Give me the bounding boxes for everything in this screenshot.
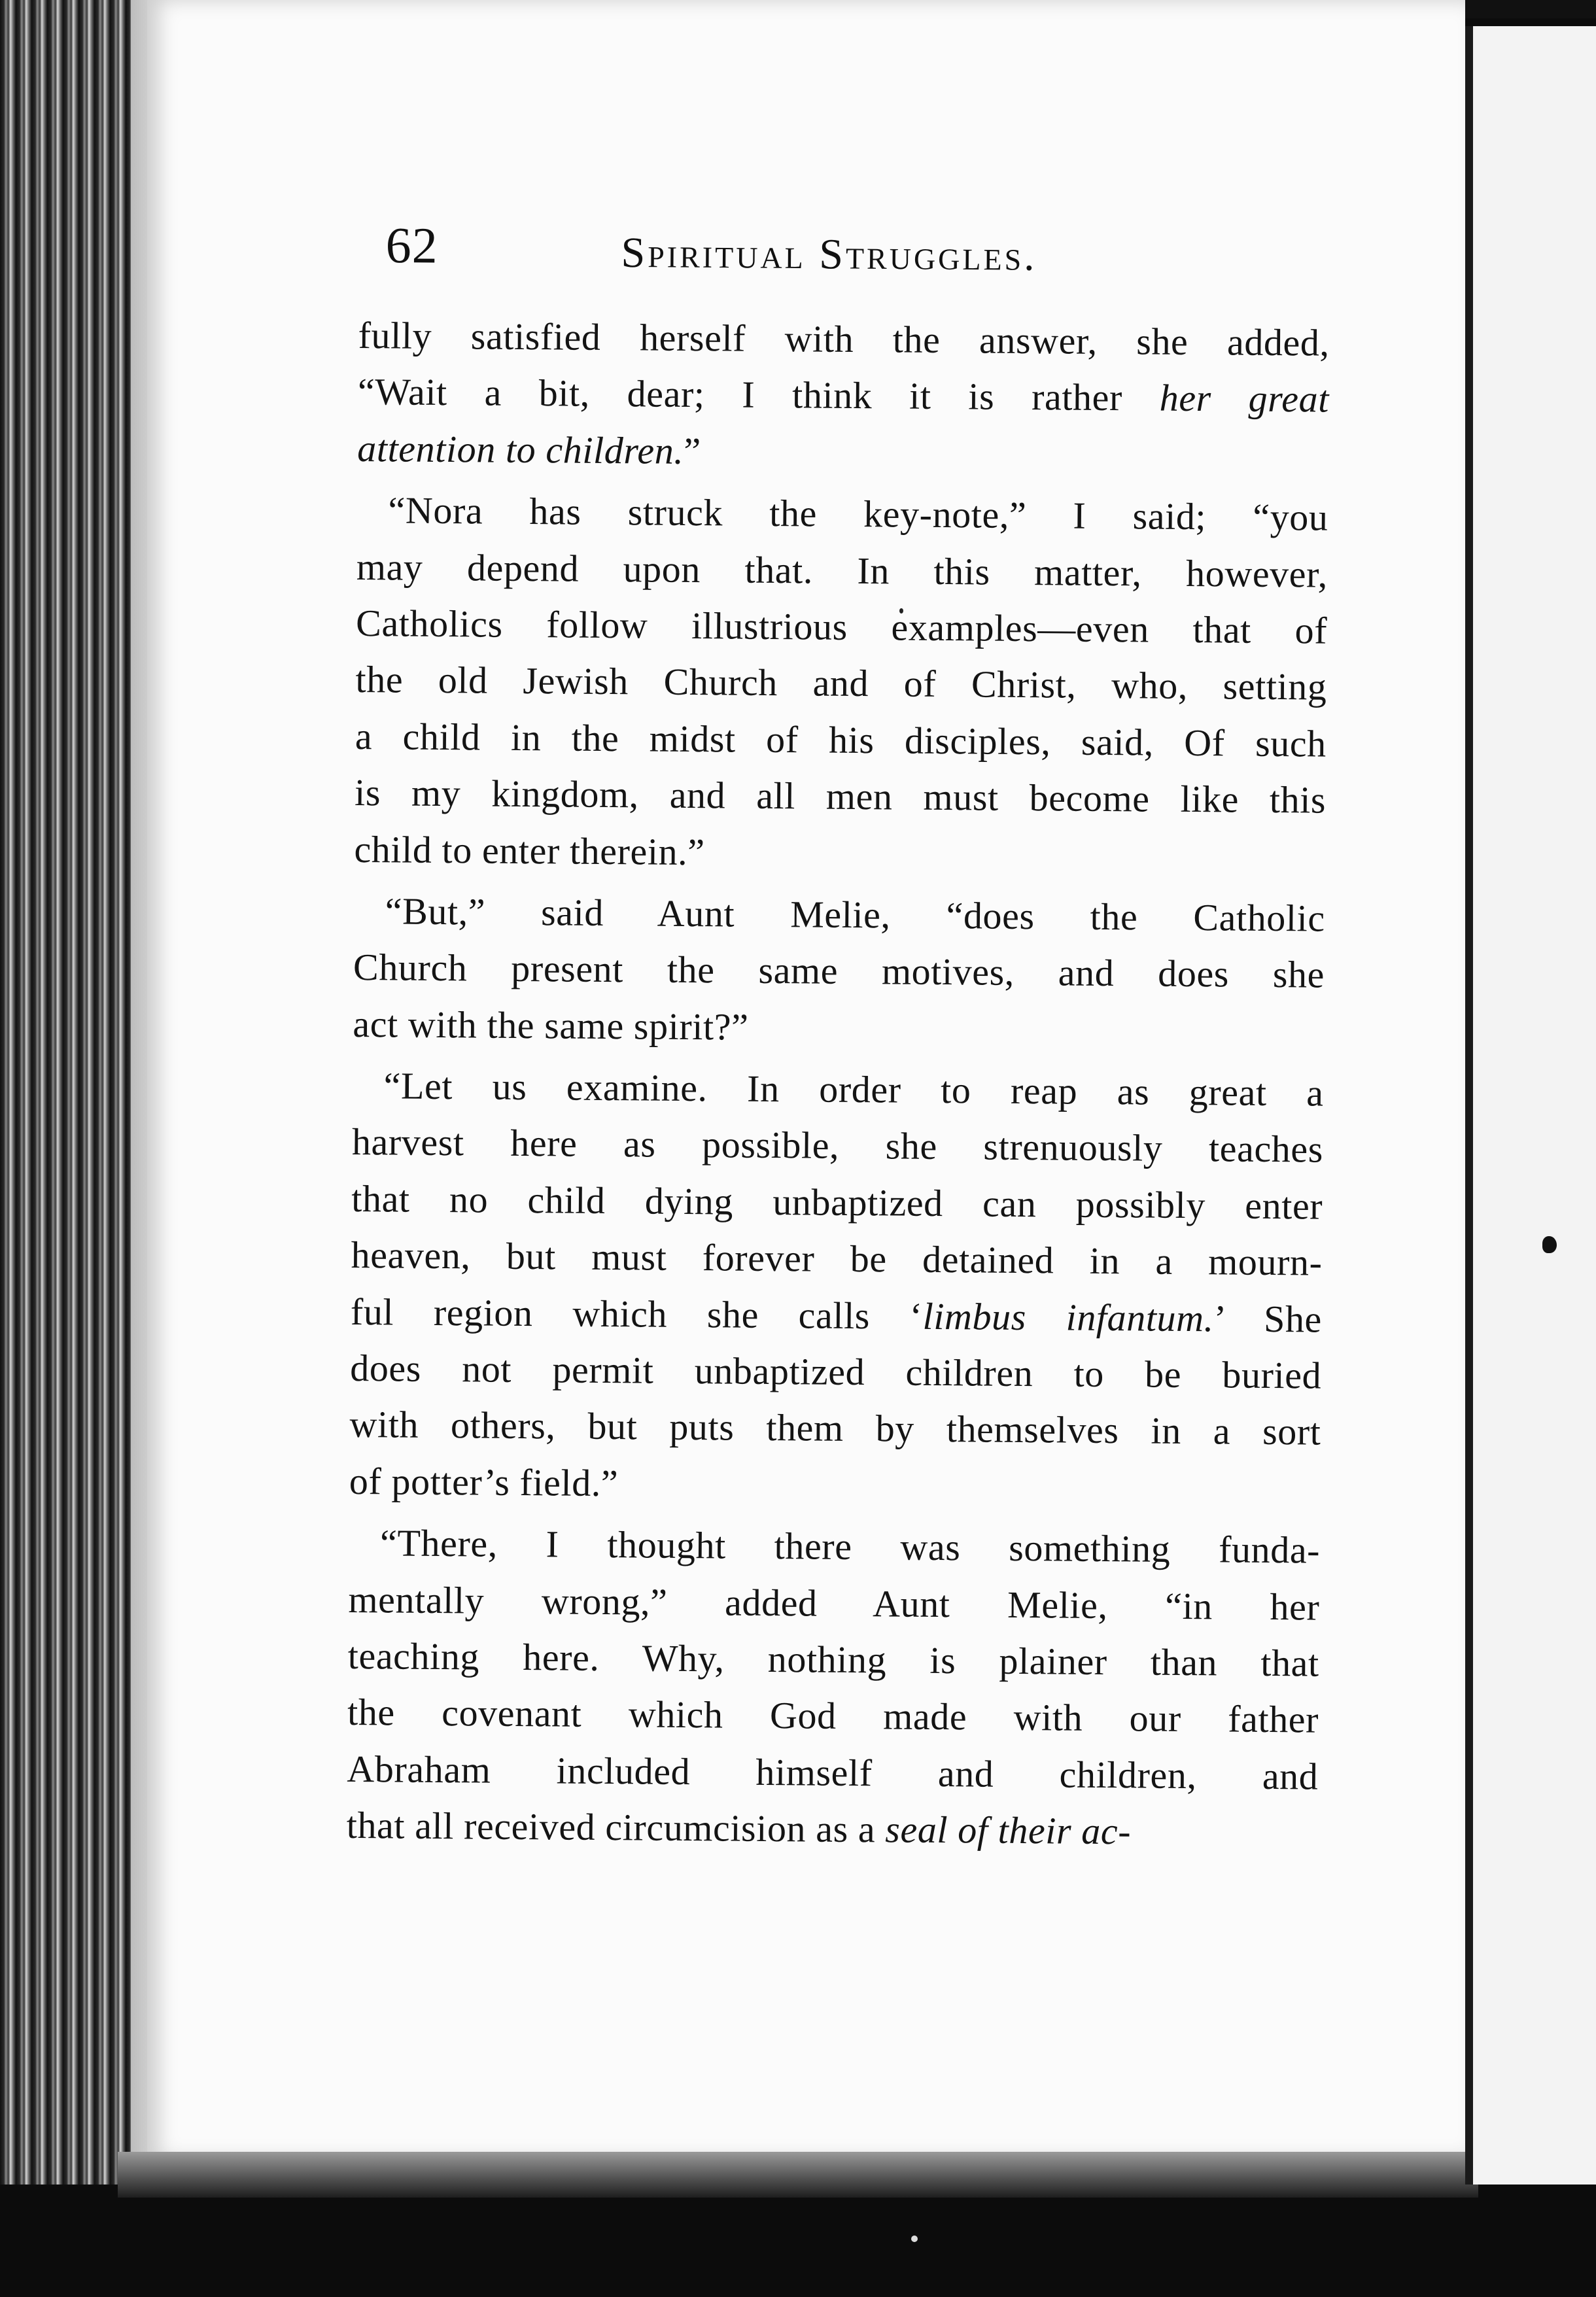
running-title: Spiritual Struggles. — [621, 228, 1038, 280]
text-line — [348, 1572, 1320, 1636]
text-line — [353, 883, 1325, 947]
paragraph — [354, 482, 1328, 885]
text-line — [357, 421, 1329, 485]
text-run: heaven, but must forever be detained in a mourn- — [351, 1234, 1323, 1284]
text-run: ful region which she calls ‘ — [350, 1290, 923, 1338]
text-run: act with the same spirit?” — [353, 1002, 749, 1048]
text-line — [347, 1684, 1319, 1748]
text-run: of potter’s field.” — [349, 1459, 619, 1504]
text-run: may depend upon that. In this matter, however, — [356, 545, 1328, 596]
text-run: “There, I thought there was something funda- — [379, 1521, 1321, 1572]
text-line — [353, 939, 1325, 1003]
text-run: ” — [684, 429, 702, 472]
text-run: that no child dying unbaptized can possibly enter — [351, 1177, 1323, 1228]
text-line — [355, 708, 1327, 772]
page-number: 62 — [385, 216, 438, 274]
text-line — [356, 539, 1328, 603]
text-line — [356, 595, 1328, 659]
text-line — [352, 1058, 1324, 1122]
text-run: fully satisfied herself with the answer, she added, — [358, 313, 1330, 364]
text-run: ’ She — [1213, 1296, 1323, 1341]
text-run: “Nora has struck the key-note,” I said; “you — [388, 489, 1328, 539]
paragraph — [349, 1058, 1324, 1517]
text-line — [351, 1284, 1323, 1348]
text-line — [349, 1396, 1321, 1460]
text-line — [356, 482, 1328, 546]
text-run: “But,” said Aunt Melie, “does the Catholic — [385, 889, 1325, 940]
text-run: is my kingdom, and all men must become like this — [354, 771, 1327, 821]
paragraph — [353, 883, 1325, 1060]
text-run: Abraham included himself and children, and — [347, 1747, 1319, 1798]
text-run: a child in the midst of his disciples, said, Of such — [355, 714, 1327, 765]
text-run: that all received circumcision as a — [346, 1804, 886, 1851]
text-run: teaching here. Why, nothing is plainer than that — [347, 1634, 1320, 1685]
text-line — [346, 1797, 1318, 1861]
text-run: Catholics follow illustrious examples—even that of — [355, 601, 1328, 652]
text-run: “Let us examine. In order to reap as great a — [383, 1064, 1324, 1114]
italic-run: her great — [1159, 377, 1330, 421]
facing-page-edge — [1465, 26, 1596, 2185]
text-line — [347, 1628, 1319, 1692]
text-line — [349, 1515, 1321, 1579]
body-text — [346, 307, 1330, 1861]
ink-speck — [911, 2236, 918, 2242]
running-header — [385, 216, 1112, 287]
text-run: Church present the same motives, and does she — [353, 946, 1325, 996]
text-line — [351, 1171, 1323, 1235]
text-run: the covenant which God made with our father — [347, 1691, 1319, 1741]
text-line — [358, 364, 1330, 428]
text-run: mentally wrong,” added Aunt Melie, “in her — [348, 1578, 1320, 1629]
text-run: with others, but puts them by themselves in a sort — [349, 1403, 1321, 1454]
text-line — [358, 307, 1330, 371]
text-line — [349, 1453, 1321, 1517]
text-line — [355, 651, 1327, 716]
paragraph — [357, 307, 1330, 485]
text-line — [353, 996, 1325, 1060]
italic-run: seal of their ac- — [885, 1808, 1132, 1853]
text-run: does not permit unbaptized children to be buried — [350, 1346, 1322, 1397]
italic-run: attention to children. — [357, 426, 684, 472]
text-run: “Wait a bit, dear; I think it is rather — [357, 370, 1160, 420]
text-run: child to enter therein.” — [354, 827, 705, 873]
text-line — [351, 1227, 1323, 1291]
text-run: the old Jewish Church and of Christ, who, setting — [355, 658, 1327, 708]
ink-speck — [1542, 1236, 1557, 1253]
paragraph — [346, 1515, 1320, 1861]
italic-run: limbus infantum. — [922, 1294, 1215, 1339]
text-line — [350, 1340, 1322, 1404]
text-line — [352, 1114, 1324, 1178]
text-run: harvest here as possible, she strenuously teaches — [351, 1120, 1324, 1171]
text-line — [347, 1741, 1319, 1805]
bottom-shadow — [118, 2152, 1478, 2198]
text-line — [354, 821, 1326, 885]
text-line — [355, 765, 1327, 829]
